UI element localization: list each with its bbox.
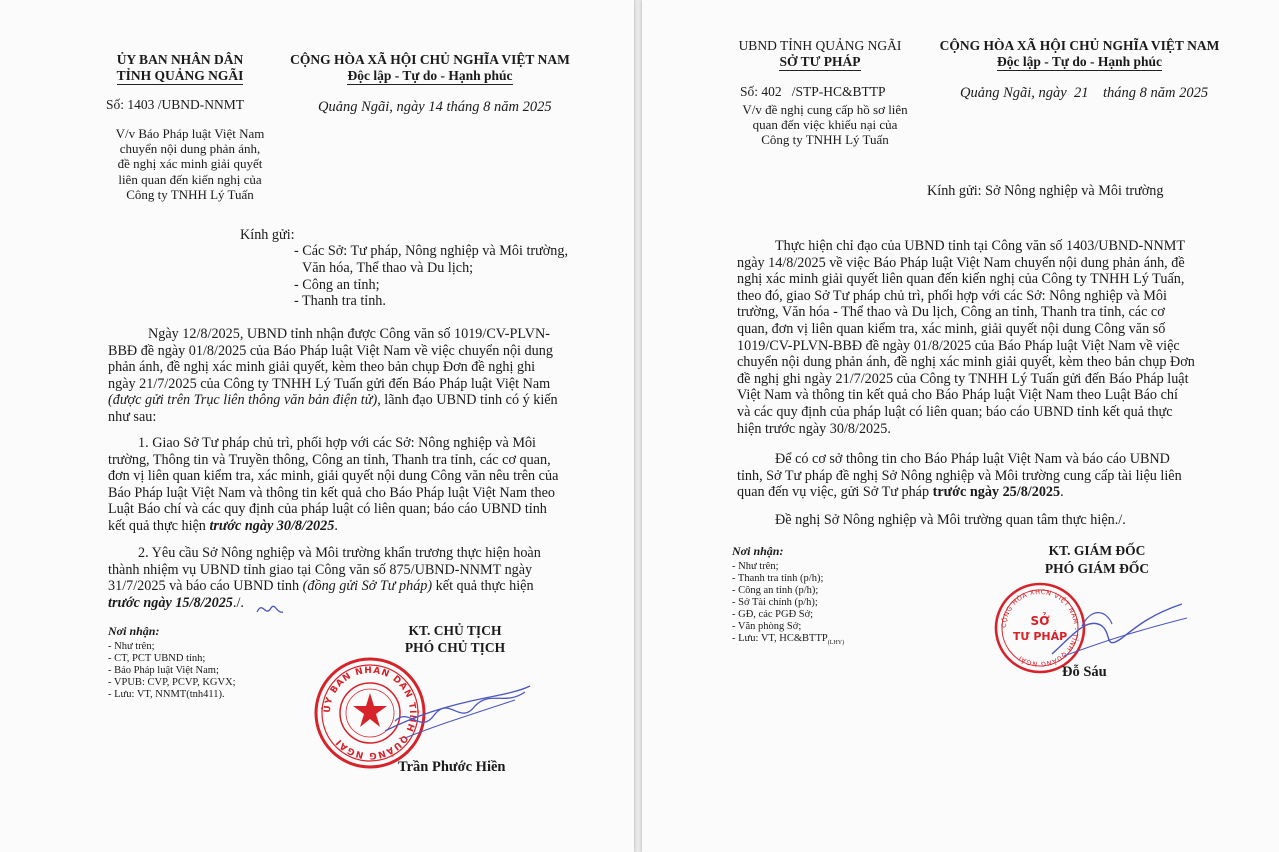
kinh-gui-label: Kính gửi: Sở Nông nghiệp và Môi trường (927, 183, 1164, 199)
text-line: kết quả thực hiện trước ngày 30/8/2025. (108, 517, 338, 534)
noi-nhan-item: - CT, PCT UBND tỉnh; (108, 653, 206, 664)
subject-line: quan đến việc khiếu nại của (752, 117, 898, 133)
noi-nhan-item: - Như trên; (108, 641, 155, 652)
noi-nhan-item: - Lưu: VT, NNMT(tnh411). (108, 689, 225, 700)
text-line: phản ánh, đề nghị xác minh giải quyết, kèm theo bản chụp Đơn đề nghị ghi (108, 359, 536, 376)
subject-line: Công ty TNHH Lý Tuấn (761, 132, 889, 148)
text-line: Luật Báo chí và các quy định của pháp luật có liên quan; báo cáo UBND tỉnh (108, 501, 547, 518)
svg-text:SỞ: SỞ (1030, 614, 1050, 628)
recipients-block (732, 544, 844, 649)
signature-scribble (1042, 596, 1192, 666)
noi-nhan-item: - Công an tỉnh (p/h); (732, 585, 819, 596)
national-motto (275, 52, 585, 85)
motto: Độc lập - Tự do - Hạnh phúc (996, 54, 1163, 69)
recipient-item: Văn hóa, Thể thao và Du lịch; (302, 259, 474, 276)
text-line: quan, đơn vị liên quan kiểm tra, xác minh, giải quyết nội dung Công văn số (737, 320, 1166, 337)
text-line: Ngày 12/8/2025, UBND tỉnh nhận được Công văn số 1019/CV-PLVN- (148, 326, 550, 342)
text-line: 2. Yêu cầu Sở Nông nghiệp và Môi trường khẩn trương thực hiện hoàn (138, 545, 541, 561)
sign-title-line: KT. GIÁM ĐỐC (1048, 543, 1146, 558)
text-line: quan đến vụ việc, gửi Sở Tư pháp trước ngày 25/8/2025. (737, 484, 1064, 501)
kinh-gui-label: Kính gửi: (240, 227, 295, 243)
noi-nhan-item: - Văn phòng Sở; (732, 621, 802, 632)
noi-nhan-item: - Sở Tài chính (p/h); (732, 597, 818, 608)
text-line: Việt Nam và thông tin kết quả cho Báo Pháp luật Việt Nam theo Luật Báo chí (737, 387, 1178, 404)
paragraph-3: Đề nghị Sở Nông nghiệp và Môi trường quan tâm thực hiện./. (775, 512, 1126, 528)
nation-name: CỘNG HÒA XÃ HỘI CHỦ NGHĨA VIỆT NAM (290, 52, 570, 67)
text-line: thành nhiệm vụ UBND tỉnh giao tại Công văn số 875/UBND-NNMT ngày (108, 561, 533, 578)
text-line: nghị xác minh giải quyết liên quan đến kiến nghị của Công ty TNHH Lý Tuấn, (737, 271, 1185, 288)
noi-nhan-title: Nơi nhận: (108, 624, 160, 638)
agency-line-2: TỈNH QUẢNG NGÃI (116, 68, 244, 83)
noi-nhan-item: - Như trên; (732, 561, 779, 572)
text-line: trường, Thông tin và Truyền thông, Công an tỉnh, Thanh tra tỉnh, các cơ quan, (108, 451, 551, 468)
agency-line-1: UBND TỈNH QUẢNG NGÃI (738, 38, 902, 53)
national-motto (927, 38, 1232, 71)
text-line: theo đó, giao Sở Tư pháp chủ trì, phối hợp với các Sở: Nông nghiệp và Môi (737, 287, 1167, 304)
text-line: 1. Giao Sở Tư pháp chủ trì, phối hợp với các Sở: Nông nghiệp và Môi (138, 435, 536, 451)
recipient-item: - Thanh tra tỉnh. (294, 293, 386, 310)
text-line: ngày 21/7/2025 của Công ty TNHH Lý Tuấn gửi đến Báo Pháp luật Việt Nam (108, 375, 551, 392)
text-line: BBĐ đề ngày 01/8/2025 của Báo Pháp luật Việt Nam về việc chuyển nội dung (108, 342, 553, 359)
noi-nhan-title: Nơi nhận: (732, 544, 784, 558)
text-line: 31/7/2025 và báo cáo UBND tỉnh (đồng gửi Sở Tư pháp) kết quả thực hiện (108, 578, 534, 595)
item-1 (108, 435, 580, 535)
subject-block (90, 126, 290, 202)
text-line: như sau: (108, 408, 157, 425)
date-line: Quảng Ngãi, ngày 14 tháng 8 năm 2025 (318, 99, 552, 115)
text-line: (được gửi trên Trục liên thông văn bản điện tử), lãnh đạo UBND tỉnh có ý kiến (108, 392, 558, 409)
text-line: đề nghị ghi ngày 21/7/2025 của Công ty TNHH Lý Tuấn gửi đến Báo Pháp luật (737, 370, 1189, 387)
text-line: 1019/CV-PLVN-BBĐ đề ngày 01/8/2025 của Báo Pháp luật Việt Nam về việc (737, 337, 1180, 354)
paragraph-1 (108, 326, 580, 426)
text-line: Báo Pháp luật Việt Nam và thông tin kết quả cho Báo Pháp luật Việt Nam theo (108, 484, 555, 501)
paragraph-2 (737, 451, 1217, 501)
signer-name: Trần Phước Hiền (398, 759, 506, 775)
sign-title-line: PHÓ GIÁM ĐỐC (1044, 561, 1150, 576)
noi-nhan-item: - VPUB: CVP, PCVP, KGVX; (108, 677, 236, 688)
text-line: Thực hiện chỉ đạo của UBND tỉnh tại Công văn số 1403/UBND-NNMT (775, 238, 1186, 254)
text-line: chuyển nội dung phản ánh, đề nghị xác minh giải quyết, kèm theo bản chụp Đơn (737, 354, 1195, 371)
recipient-item: - Công an tỉnh; (294, 276, 380, 293)
noi-nhan-item: - Thanh tra tỉnh (p/h); (732, 573, 824, 584)
subject-line: đề nghị xác minh giải quyết (117, 156, 263, 172)
noi-nhan-item: - GĐ, các PGĐ Sở; (732, 609, 814, 620)
subject-block (730, 102, 920, 148)
document-page-left (0, 0, 634, 852)
subject-line: Công ty TNHH Lý Tuấn (126, 186, 254, 202)
noi-nhan-item: - Lưu: VT, $HC\&BTTP_{(LHY)}$ (732, 633, 845, 647)
item-2 (108, 545, 580, 611)
text-line: đơn vị liên quan kiểm tra, xác minh, giải quyết nội dung Công văn nêu trên của (108, 468, 559, 485)
document-number: Số: 402 /STP-HC&BTTP (740, 84, 886, 99)
sign-title-line: PHÓ CHỦ TỊCH (404, 640, 506, 655)
nation-name: CỘNG HÒA XÃ HỘI CHỦ NGHĨA VIỆT NAM (939, 38, 1220, 53)
text-line: ngày 14/8/2025 về việc Báo Pháp luật Việt Nam chuyển nội dung phản ánh, đề (737, 254, 1185, 271)
document-number: Số: 1403 /UBND-NNMT (106, 97, 245, 112)
agency-header (95, 52, 265, 85)
recipients-block (108, 624, 236, 701)
agency-line-2: SỞ TƯ PHÁP (779, 54, 861, 69)
sign-title-line: KT. CHỦ TỊCH (408, 623, 502, 638)
subject-line: chuyển nội dung phản ánh, (119, 141, 261, 157)
text-line: hiện trước ngày 30/8/2025. (737, 420, 891, 437)
signature-title (360, 622, 550, 656)
text-line: trước ngày 15/8/2025./. (108, 594, 244, 611)
text-line: trường, Văn hóa - Thể thao và Du lịch, Công an tỉnh, Thanh tra tỉnh, các cơ (737, 304, 1165, 321)
signature-title (1002, 542, 1192, 578)
agency-header (730, 38, 910, 71)
paragraph-1 (737, 238, 1217, 437)
subject-line: V/v Báo Pháp luật Việt Nam (115, 126, 265, 141)
recipient-item: - Các Sở: Tư pháp, Nông nghiệp và Môi trường, (294, 243, 569, 259)
text-line: Để có cơ sở thông tin cho Báo Pháp luật Việt Nam và báo cáo UBND (775, 451, 1170, 467)
svg-text:CỘNG HÒA XHCN VIỆT NAM - TỈNH: CỘNG HÒA XHCN VIỆT NAM - TỈNH QUẢNG NGÃI (999, 587, 1081, 669)
initial-mark (255, 598, 285, 620)
svg-text:ỦY BAN NHÂN DÂN TỈNH QUẢNG NGÃ: ỦY BAN NHÂN DÂN TỈNH QUẢNG NGÃI (322, 665, 418, 761)
text-line: và các quy định của pháp luật có liên quan; báo cáo UBND tỉnh kết quả thực (737, 403, 1173, 420)
signer-name: Đỗ Sáu (1062, 664, 1107, 680)
subject-line: V/v đề nghị cung cấp hồ sơ liên (742, 102, 908, 117)
subject-line: liên quan đến kiến nghị của (118, 171, 262, 187)
text-line: tỉnh, Sở Tư pháp đề nghị Sở Nông nghiệp và Môi trường cung cấp tài liệu liên (737, 467, 1182, 484)
recipient-list (294, 243, 568, 310)
motto: Độc lập - Tự do - Hạnh phúc (347, 68, 513, 83)
signature-scribble (365, 676, 535, 746)
date-line: Quảng Ngãi, ngày 21 tháng 8 năm 2025 (960, 85, 1209, 101)
document-page-right (642, 0, 1279, 852)
noi-nhan-item: - Báo Pháp luật Việt Nam; (108, 665, 219, 676)
agency-line-1: ỦY BAN NHÂN DÂN (116, 52, 244, 67)
svg-text:TƯ PHÁP: TƯ PHÁP (1012, 630, 1068, 643)
